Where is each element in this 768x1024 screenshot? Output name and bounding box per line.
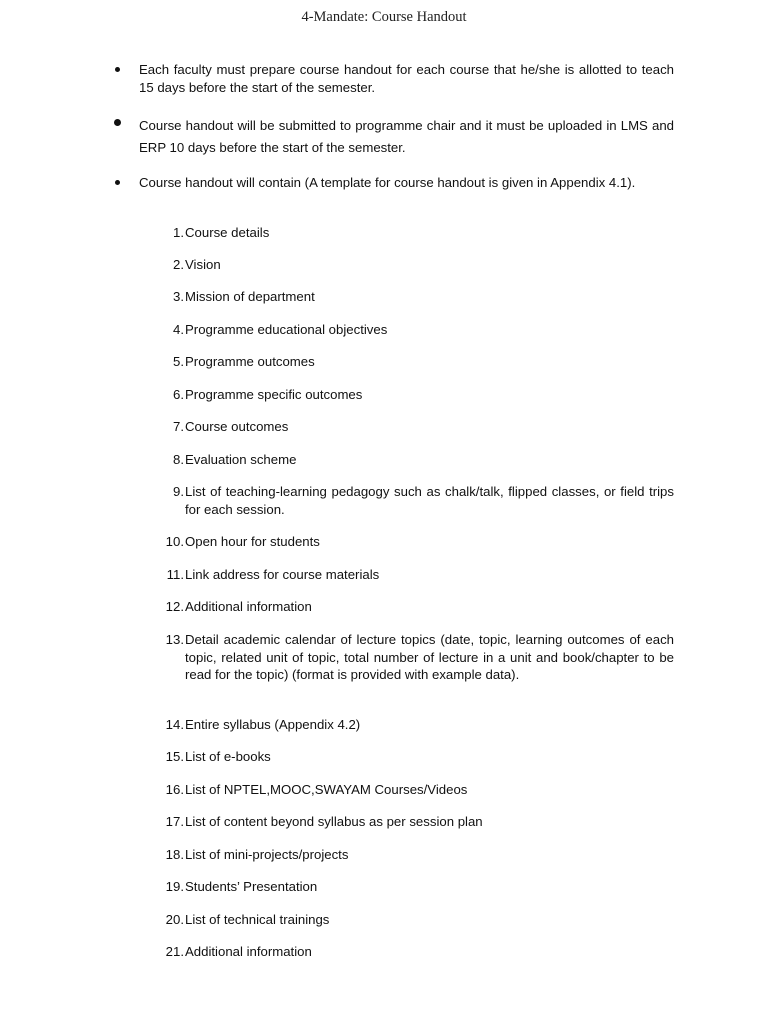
list-text: Course outcomes xyxy=(185,419,289,434)
list-text: Vision xyxy=(185,257,221,272)
list-number: 9. xyxy=(173,484,184,499)
list-text: Entire syllabus (Appendix 4.2) xyxy=(185,717,361,732)
list-number: 21. xyxy=(165,944,184,959)
list-text: List of technical trainings xyxy=(185,912,330,927)
bullet-text: Course handout will be submitted to programme chair and it must be uploaded in LMS and ERP 10 days before the start of the semester. xyxy=(139,118,674,155)
list-number: 5. xyxy=(173,354,184,369)
list-number: 12. xyxy=(165,599,184,614)
list-text: Programme outcomes xyxy=(185,354,315,369)
list-number: 10. xyxy=(165,534,184,549)
list-number: 16. xyxy=(165,782,184,797)
bullet-item-2 xyxy=(139,115,674,159)
list-text: Link address for course materials xyxy=(185,567,380,582)
list-text: List of content beyond syllabus as per session plan xyxy=(185,814,483,829)
bullet-text: Course handout will contain (A template for course handout is given in Appendix 4.1). xyxy=(139,175,636,190)
list-text: Additional information xyxy=(185,944,312,959)
list-number: 20. xyxy=(165,912,184,927)
bullet-item-3 xyxy=(139,174,674,192)
list-number: 1. xyxy=(173,225,184,240)
list-number: 11. xyxy=(166,567,184,582)
list-text: Mission of department xyxy=(185,289,315,304)
list-number: 18. xyxy=(165,847,184,862)
list-text: Detail academic calendar of lecture topics (date, topic, learning outcomes of each topic, related unit of topic, total number of lecture in a unit and book/chapter to be read for the topic) (format is provided with example data). xyxy=(185,632,674,682)
list-text: Open hour for students xyxy=(185,534,320,549)
bullet-item-1 xyxy=(139,61,674,96)
list-number: 3. xyxy=(173,289,184,304)
list-text: List of teaching-learning pedagogy such as chalk/talk, flipped classes, or field trips for each session. xyxy=(185,484,674,517)
bullet-dot-icon xyxy=(114,119,121,126)
list-text: List of mini-projects/projects xyxy=(185,847,349,862)
list-text: Programme educational objectives xyxy=(185,322,388,337)
list-number: 13. xyxy=(165,632,184,647)
bullet-text: Each faculty must prepare course handout for each course that he/she is allotted to teach 15 days before the start of the semester. xyxy=(139,62,674,95)
list-text: Evaluation scheme xyxy=(185,452,297,467)
list-number: 15. xyxy=(165,749,184,764)
list-number: 19. xyxy=(165,879,184,894)
list-text: Programme specific outcomes xyxy=(185,387,363,402)
bullet-dot-icon xyxy=(115,180,120,185)
list-number: 8. xyxy=(173,452,184,467)
list-text: Course details xyxy=(185,225,270,240)
list-number: 7. xyxy=(173,419,184,434)
list-text: List of e-books xyxy=(185,749,271,764)
list-text: Additional information xyxy=(185,599,312,614)
list-number: 6. xyxy=(173,387,184,402)
list-number: 17. xyxy=(165,814,184,829)
page-header: 4-Mandate: Course Handout xyxy=(301,9,467,25)
list-text: List of NPTEL,MOOC,SWAYAM Courses/Videos xyxy=(185,782,468,797)
bullet-dot-icon xyxy=(115,67,120,72)
list-number: 4. xyxy=(173,322,184,337)
list-number: 2. xyxy=(173,257,184,272)
list-text: Students’ Presentation xyxy=(185,879,318,894)
list-number: 14. xyxy=(165,717,184,732)
